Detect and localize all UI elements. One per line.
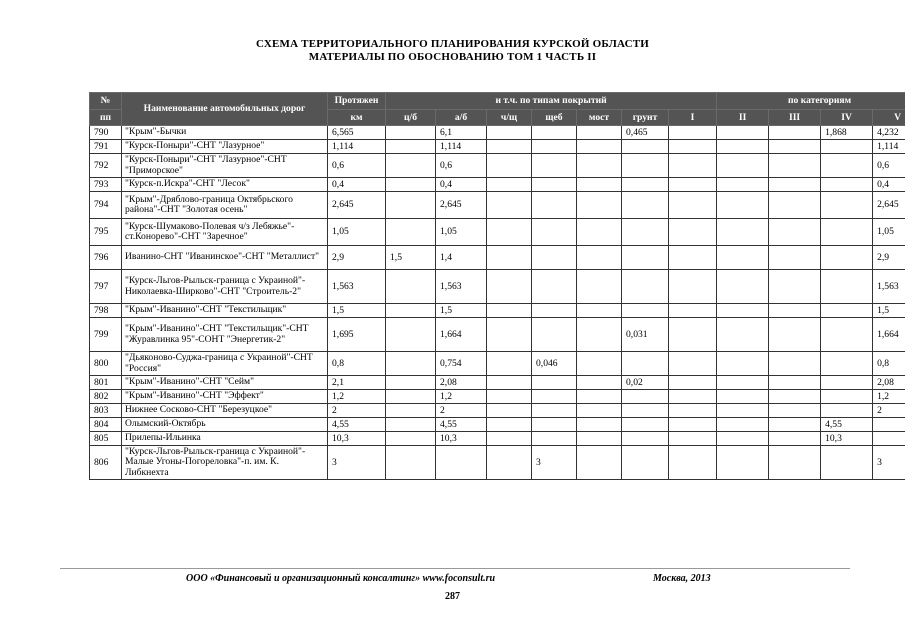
cell-c5: 1,2 <box>873 390 905 404</box>
cell-c3 <box>769 432 821 446</box>
cell-c5 <box>873 418 905 432</box>
cell-c4 <box>821 192 873 219</box>
cell-name: "Крым"-Иванино"-СНТ "Текстильщик"-СНТ "Журавлинка 95"-СОНТ "Энергетик-2" <box>122 318 328 352</box>
cell-sheb <box>532 192 577 219</box>
cell-cb: 1,5 <box>386 246 436 270</box>
cell-most <box>577 304 622 318</box>
cell-chsh <box>487 446 532 480</box>
cell-c1 <box>669 352 717 376</box>
cell-c2 <box>717 304 769 318</box>
cell-no: 792 <box>90 154 122 178</box>
cell-grunt: 0,02 <box>622 376 669 390</box>
cell-c3 <box>769 404 821 418</box>
cell-name: Нижнее Сосково-СНТ "Березуцкое" <box>122 404 328 418</box>
cell-c2 <box>717 418 769 432</box>
cell-c2 <box>717 126 769 140</box>
cell-most <box>577 352 622 376</box>
cell-c2 <box>717 390 769 404</box>
cell-grunt <box>622 446 669 480</box>
cell-c5: 2,08 <box>873 376 905 390</box>
cell-km: 2,645 <box>328 192 386 219</box>
cell-cb <box>386 318 436 352</box>
cell-cb <box>386 446 436 480</box>
cell-c5: 1,5 <box>873 304 905 318</box>
cell-c5: 1,664 <box>873 318 905 352</box>
cell-km: 3 <box>328 446 386 480</box>
header-name: Наименование автомобильных дорог <box>122 93 328 126</box>
cell-c1 <box>669 154 717 178</box>
cell-most <box>577 219 622 246</box>
cell-c2 <box>717 270 769 304</box>
cell-most <box>577 404 622 418</box>
cell-ab: 0,6 <box>436 154 487 178</box>
cell-c4: 1,868 <box>821 126 873 140</box>
cell-chsh <box>487 192 532 219</box>
page-number: 287 <box>445 591 460 602</box>
cell-sheb <box>532 140 577 154</box>
cell-c5: 0,8 <box>873 352 905 376</box>
cell-c2 <box>717 154 769 178</box>
cell-name: "Крым"-Иванино"-СНТ "Сейм" <box>122 376 328 390</box>
cell-chsh <box>487 154 532 178</box>
cell-km: 0,8 <box>328 352 386 376</box>
table-row <box>90 126 905 140</box>
cell-km: 2,9 <box>328 246 386 270</box>
cell-chsh <box>487 432 532 446</box>
cell-km: 1,05 <box>328 219 386 246</box>
cell-c1 <box>669 270 717 304</box>
cell-chsh <box>487 178 532 192</box>
cell-ab: 2 <box>436 404 487 418</box>
cell-c4: 4,55 <box>821 418 873 432</box>
cell-c3 <box>769 192 821 219</box>
cell-ab: 4,55 <box>436 418 487 432</box>
cell-c5: 1,114 <box>873 140 905 154</box>
header-sub-7: II <box>717 110 769 126</box>
cell-cb <box>386 390 436 404</box>
cell-c5 <box>873 432 905 446</box>
table-row <box>90 432 905 446</box>
cell-name: "Курск-Поныри"-СНТ "Лазурное" <box>122 140 328 154</box>
cell-grunt <box>622 432 669 446</box>
cell-km: 6,565 <box>328 126 386 140</box>
cell-c3 <box>769 154 821 178</box>
cell-c2 <box>717 219 769 246</box>
cell-no: 806 <box>90 446 122 480</box>
cell-sheb <box>532 219 577 246</box>
cell-cb <box>386 352 436 376</box>
cell-chsh <box>487 304 532 318</box>
cell-chsh <box>487 270 532 304</box>
cell-grunt <box>622 178 669 192</box>
cell-c2 <box>717 404 769 418</box>
cell-c3 <box>769 376 821 390</box>
cell-chsh <box>487 404 532 418</box>
cell-ab: 6,1 <box>436 126 487 140</box>
cell-no: 798 <box>90 304 122 318</box>
cell-most <box>577 318 622 352</box>
cell-most <box>577 446 622 480</box>
cell-sheb <box>532 154 577 178</box>
cell-c1 <box>669 376 717 390</box>
cell-name: "Крым"-Бычки <box>122 126 328 140</box>
cell-c1 <box>669 304 717 318</box>
cell-cb <box>386 404 436 418</box>
cell-c1 <box>669 178 717 192</box>
cell-c4 <box>821 219 873 246</box>
cell-chsh <box>487 418 532 432</box>
cell-c1 <box>669 126 717 140</box>
cell-c4 <box>821 352 873 376</box>
cell-sheb <box>532 432 577 446</box>
header-sub-4: мост <box>577 110 622 126</box>
document-title: СХЕМА ТЕРРИТОРИАЛЬНОГО ПЛАНИРОВАНИЯ КУРСКОЙ ОБЛАСТИ <box>255 38 650 50</box>
cell-c1 <box>669 219 717 246</box>
cell-name: "Курск-Поныри"-СНТ "Лазурное"-СНТ "Приморское" <box>122 154 328 178</box>
cell-grunt <box>622 246 669 270</box>
cell-most <box>577 178 622 192</box>
cell-c2 <box>717 192 769 219</box>
cell-grunt <box>622 270 669 304</box>
cell-most <box>577 154 622 178</box>
cell-most <box>577 418 622 432</box>
table-row <box>90 219 905 246</box>
cell-ab: 0,754 <box>436 352 487 376</box>
cell-c5: 1,563 <box>873 270 905 304</box>
table-row <box>90 192 905 219</box>
cell-chsh <box>487 376 532 390</box>
cell-km: 2 <box>328 404 386 418</box>
cell-most <box>577 432 622 446</box>
cell-c4 <box>821 140 873 154</box>
cell-c3 <box>769 418 821 432</box>
cell-ab: 0,4 <box>436 178 487 192</box>
cell-c1 <box>669 390 717 404</box>
cell-ab: 2,08 <box>436 376 487 390</box>
cell-no: 793 <box>90 178 122 192</box>
table-row <box>90 140 905 154</box>
header-categories-group: по категориям <box>717 93 905 110</box>
cell-c4 <box>821 304 873 318</box>
cell-name: "Курск-Шумаково-Полевая ч/з Лебяжье"-ст.Конорево"-СНТ "Заречное" <box>122 219 328 246</box>
cell-c3 <box>769 318 821 352</box>
header-length-km: км <box>328 110 386 126</box>
cell-sheb: 0,046 <box>532 352 577 376</box>
cell-most <box>577 376 622 390</box>
cell-chsh <box>487 390 532 404</box>
cell-sheb <box>532 304 577 318</box>
cell-sheb <box>532 376 577 390</box>
header-no: № <box>90 93 122 110</box>
cell-sheb <box>532 318 577 352</box>
cell-chsh <box>487 219 532 246</box>
cell-grunt <box>622 140 669 154</box>
cell-grunt <box>622 304 669 318</box>
cell-c4 <box>821 376 873 390</box>
header-sub-6: I <box>669 110 717 126</box>
cell-cb <box>386 432 436 446</box>
cell-c3 <box>769 446 821 480</box>
cell-km: 1,563 <box>328 270 386 304</box>
header-sub-0: ц/б <box>386 110 436 126</box>
cell-c1 <box>669 446 717 480</box>
cell-km: 0,4 <box>328 178 386 192</box>
cell-c5: 4,232 <box>873 126 905 140</box>
cell-sheb <box>532 246 577 270</box>
cell-most <box>577 140 622 154</box>
cell-no: 791 <box>90 140 122 154</box>
header-sub-10: V <box>873 110 905 126</box>
cell-c3 <box>769 246 821 270</box>
cell-c1 <box>669 432 717 446</box>
cell-sheb <box>532 418 577 432</box>
cell-most <box>577 126 622 140</box>
cell-no: 805 <box>90 432 122 446</box>
cell-sheb: 3 <box>532 446 577 480</box>
cell-c3 <box>769 304 821 318</box>
cell-name: Прилепы-Ильинка <box>122 432 328 446</box>
cell-c2 <box>717 446 769 480</box>
cell-km: 4,55 <box>328 418 386 432</box>
cell-grunt <box>622 192 669 219</box>
cell-no: 799 <box>90 318 122 352</box>
cell-cb <box>386 192 436 219</box>
cell-km: 10,3 <box>328 432 386 446</box>
cell-most <box>577 192 622 219</box>
cell-c1 <box>669 418 717 432</box>
table-row <box>90 154 905 178</box>
cell-c1 <box>669 192 717 219</box>
cell-cb <box>386 140 436 154</box>
cell-ab: 10,3 <box>436 432 487 446</box>
cell-ab: 1,563 <box>436 270 487 304</box>
cell-c3 <box>769 140 821 154</box>
header-no-pp: пп <box>90 110 122 126</box>
cell-cb <box>386 154 436 178</box>
cell-c3 <box>769 270 821 304</box>
header-sub-5: грунт <box>622 110 669 126</box>
footer-company: ООО «Финансовый и организационный консалтинг» www.foconsult.ru <box>186 573 496 584</box>
cell-no: 802 <box>90 390 122 404</box>
table-row <box>90 178 905 192</box>
cell-ab: 1,114 <box>436 140 487 154</box>
table-row <box>90 376 905 390</box>
cell-name: "Крым"-Дряблово-граница Октябрьского района"-СНТ "Золотая осень" <box>122 192 328 219</box>
cell-no: 801 <box>90 376 122 390</box>
document-subtitle: МАТЕРИАЛЫ ПО ОБОСНОВАНИЮ ТОМ 1 ЧАСТЬ II <box>308 51 597 63</box>
table-row <box>90 352 905 376</box>
cell-sheb <box>532 178 577 192</box>
cell-chsh <box>487 126 532 140</box>
cell-c4: 10,3 <box>821 432 873 446</box>
cell-c4 <box>821 446 873 480</box>
table-row <box>90 318 905 352</box>
cell-name: "Курск-п.Искра"-СНТ "Лесок" <box>122 178 328 192</box>
cell-ab: 1,664 <box>436 318 487 352</box>
cell-ab: 2,645 <box>436 192 487 219</box>
table-row <box>90 418 905 432</box>
cell-c2 <box>717 140 769 154</box>
table-row <box>90 404 905 418</box>
cell-c3 <box>769 219 821 246</box>
cell-cb <box>386 418 436 432</box>
cell-c4 <box>821 390 873 404</box>
cell-no: 795 <box>90 219 122 246</box>
cell-cb <box>386 376 436 390</box>
cell-chsh <box>487 318 532 352</box>
footer-city-year: Москва, 2013 <box>653 573 711 584</box>
cell-grunt: 0,031 <box>622 318 669 352</box>
cell-sheb <box>532 270 577 304</box>
cell-c2 <box>717 376 769 390</box>
cell-c4 <box>821 246 873 270</box>
cell-cb <box>386 219 436 246</box>
cell-name: Иванино-СНТ "Иванинское"-СНТ "Металлист" <box>122 246 328 270</box>
cell-c3 <box>769 352 821 376</box>
cell-c3 <box>769 178 821 192</box>
cell-km: 1,2 <box>328 390 386 404</box>
cell-c2 <box>717 246 769 270</box>
cell-name: "Крым"-Иванино"-СНТ "Эффект" <box>122 390 328 404</box>
cell-no: 803 <box>90 404 122 418</box>
cell-km: 1,695 <box>328 318 386 352</box>
cell-c5: 0,4 <box>873 178 905 192</box>
cell-no: 800 <box>90 352 122 376</box>
cell-c2 <box>717 432 769 446</box>
table-row <box>90 270 905 304</box>
cell-km: 2,1 <box>328 376 386 390</box>
cell-name: "Курск-Льгов-Рыльск-граница с Украиной"-Малые Угоны-Погореловка"-п. им. К. Либкнехта <box>122 446 328 480</box>
cell-chsh <box>487 140 532 154</box>
cell-grunt <box>622 352 669 376</box>
cell-km: 0,6 <box>328 154 386 178</box>
cell-cb <box>386 304 436 318</box>
header-sub-2: ч/щ <box>487 110 532 126</box>
roads-table <box>89 92 905 480</box>
cell-c1 <box>669 318 717 352</box>
cell-c1 <box>669 246 717 270</box>
cell-c4 <box>821 178 873 192</box>
cell-sheb <box>532 390 577 404</box>
header-length: Протяжен <box>328 93 386 110</box>
cell-grunt <box>622 154 669 178</box>
cell-no: 794 <box>90 192 122 219</box>
cell-c5: 2 <box>873 404 905 418</box>
cell-chsh <box>487 352 532 376</box>
cell-no: 790 <box>90 126 122 140</box>
header-surface-group: и т.ч. по типам покрытий <box>386 93 717 110</box>
cell-most <box>577 270 622 304</box>
cell-c2 <box>717 178 769 192</box>
cell-c5: 3 <box>873 446 905 480</box>
cell-c5: 2,9 <box>873 246 905 270</box>
table-row <box>90 446 905 480</box>
cell-c3 <box>769 390 821 404</box>
cell-grunt <box>622 418 669 432</box>
cell-chsh <box>487 246 532 270</box>
cell-ab: 1,5 <box>436 304 487 318</box>
header-sub-9: IV <box>821 110 873 126</box>
header-sub-3: щеб <box>532 110 577 126</box>
cell-most <box>577 246 622 270</box>
cell-c3 <box>769 126 821 140</box>
header-sub-8: III <box>769 110 821 126</box>
cell-ab: 1,2 <box>436 390 487 404</box>
cell-name: "Дьяконово-Суджа-граница с Украиной"-СНТ "Россия" <box>122 352 328 376</box>
cell-c4 <box>821 318 873 352</box>
cell-no: 804 <box>90 418 122 432</box>
cell-c4 <box>821 270 873 304</box>
cell-no: 796 <box>90 246 122 270</box>
cell-ab: 1,4 <box>436 246 487 270</box>
cell-km: 1,5 <box>328 304 386 318</box>
cell-c4 <box>821 404 873 418</box>
cell-grunt <box>622 404 669 418</box>
cell-km: 1,114 <box>328 140 386 154</box>
table-row <box>90 390 905 404</box>
table-row <box>90 246 905 270</box>
cell-c1 <box>669 140 717 154</box>
cell-ab: 1,05 <box>436 219 487 246</box>
cell-ab <box>436 446 487 480</box>
cell-most <box>577 390 622 404</box>
cell-c2 <box>717 318 769 352</box>
header-sub-1: а/б <box>436 110 487 126</box>
cell-name: "Курск-Льгов-Рыльск-граница с Украиной"-Николаевка-Ширково"-СНТ "Строитель-2" <box>122 270 328 304</box>
cell-c2 <box>717 352 769 376</box>
cell-c5: 2,645 <box>873 192 905 219</box>
cell-c5: 1,05 <box>873 219 905 246</box>
cell-cb <box>386 178 436 192</box>
cell-cb <box>386 270 436 304</box>
cell-name: "Крым"-Иванино"-СНТ "Текстильщик" <box>122 304 328 318</box>
table-row <box>90 304 905 318</box>
cell-c4 <box>821 154 873 178</box>
cell-grunt: 0,465 <box>622 126 669 140</box>
cell-c1 <box>669 404 717 418</box>
cell-grunt <box>622 219 669 246</box>
cell-name: Олымский-Октябрь <box>122 418 328 432</box>
cell-c5: 0,6 <box>873 154 905 178</box>
cell-no: 797 <box>90 270 122 304</box>
cell-grunt <box>622 390 669 404</box>
footer-divider <box>60 568 850 569</box>
cell-cb <box>386 126 436 140</box>
cell-sheb <box>532 404 577 418</box>
cell-sheb <box>532 126 577 140</box>
